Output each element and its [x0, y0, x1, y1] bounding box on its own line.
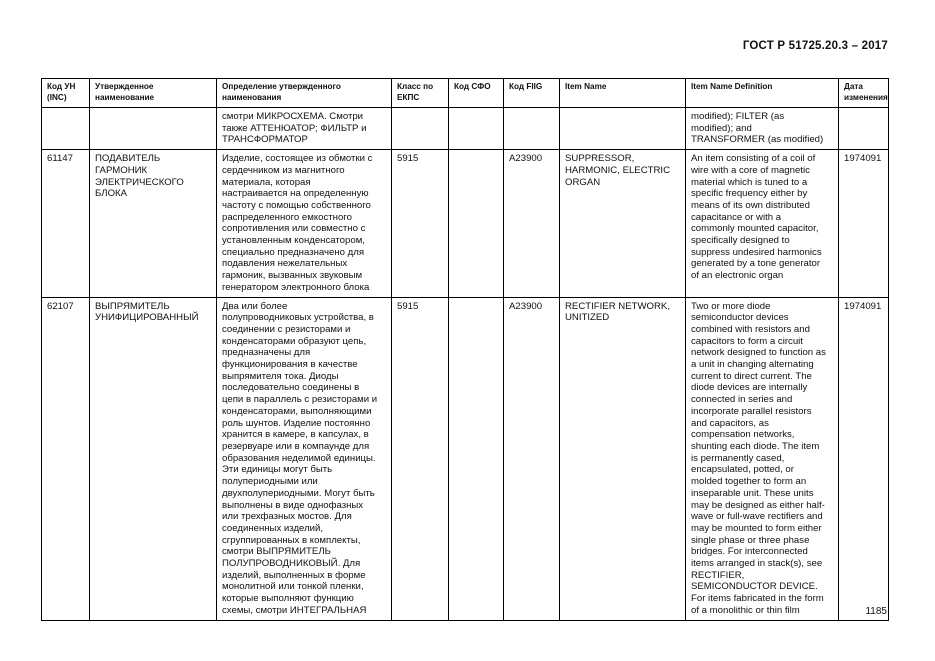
table-row	[42, 297, 889, 620]
cell-definition: Два или более полупроводниковых устройства, в соединении с резисторами и конденсаторами образуют цепь, предназначены для функционирования в качестве выпрямителя тока. Диоды последовательно соединены в цепи в параллель с резисторами и конденсаторами, выполняющими роль шунтов. Изделие постоянно хранится в камере, в капсулах, в резервуаре или в компаунде для образования неделимой единицы. Эти единицы могут быть полупериодными или двухполупериодными. Могут быть выполнены в виде однофазных или трехфазных мостов. Для соединенных изделий, сгруппированных в комплекты, смотри ВЫПРЯМИТЕЛЬ ПОЛУПРОВОДНИКОВЫЙ. Для изделий, выполненных в форме монолитной или тонкой пленки, которые выполняют функцию схемы, смотри ИНТЕГРАЛЬНАЯ	[217, 297, 392, 620]
cell-inc	[42, 108, 90, 150]
cell-class	[392, 108, 449, 150]
col-header-change-date: Дата изменения	[839, 79, 889, 108]
cell-definition: Изделие, состоящее из обмотки с сердечником из магнитного материала, которая настраивается на определенную частоту с помощью собственного распределенного емкостного сопротивления или совместно с установленным конденсатором, специально предназначено для подавления нежелательных гармоник, вызванных звуковым генератором электронного блока	[217, 150, 392, 297]
col-header-item-definition: Item Name Definition	[686, 79, 839, 108]
cell-sfo	[449, 108, 504, 150]
cell-inc: 62107	[42, 297, 90, 620]
col-header-inc: Код УН (INC)	[42, 79, 90, 108]
document-code: ГОСТ Р 51725.20.3 – 2017	[742, 40, 888, 52]
cell-approved-name: ВЫПРЯМИТЕЛЬ УНИФИЦИРОВАННЫЙ	[90, 297, 217, 620]
table-header-row	[42, 79, 889, 108]
cell-sfo	[449, 150, 504, 297]
cell-fiig: A23900	[504, 150, 560, 297]
cell-item-definition: modified); FILTER (as modified); and TRANSFORMER (as modified)	[686, 108, 839, 150]
cell-item-definition: An item consisting of a coil of wire with a core of magnetic material which is tuned to a specific frequency either by means of its own distributed capacitance or with a commonly mounted capacitor, specifically designed to suppress undesired harmonics generated by a tone generator of an electronic organ	[686, 150, 839, 297]
cell-fiig	[504, 108, 560, 150]
col-header-approved-name: Утвержденное наименование	[90, 79, 217, 108]
cell-item-name	[560, 108, 686, 150]
cell-item-definition: Two or more diode semiconductor devices combined with resistors and capacitors to form a circuit network designed to function as a unit in changing alternating current to direct current. The diode devices are internally connected in series and incorporate parallel resistors and capacitors, as compensation networks, shunting each diode. The item is permanently cased, encapsulated, potted, or molded together to form an inseparable unit. These units may be designed as either half- wave or full-wave rectifiers and may be mounted to form either single phase or three phase bridges. For interconnected items arranged in stack(s), see RECTIFIER, SEMICONDUCTOR DEVICE. For items fabricated in the form of a monolithic or thin film	[686, 297, 839, 620]
cell-inc: 61147	[42, 150, 90, 297]
cell-item-name: RECTIFIER NETWORK, UNITIZED	[560, 297, 686, 620]
cell-change-date: 1974091	[839, 297, 889, 620]
col-header-item-name: Item Name	[560, 79, 686, 108]
cell-sfo	[449, 297, 504, 620]
cell-change-date: 1974091	[839, 150, 889, 297]
col-header-sfo: Код СФО	[449, 79, 504, 108]
cell-change-date	[839, 108, 889, 150]
cell-approved-name: ПОДАВИТЕЛЬ ГАРМОНИК ЭЛЕКТРИЧЕСКОГО БЛОКА	[90, 150, 217, 297]
cell-class: 5915	[392, 297, 449, 620]
table-row	[42, 150, 889, 297]
item-names-table	[41, 78, 889, 621]
page-number: 1185	[865, 606, 887, 617]
col-header-fiig: Код FIIG	[504, 79, 560, 108]
cell-definition: смотри МИКРОСХЕМА. Смотри также АТТЕНЮАТОР; ФИЛЬТР и ТРАНСФОРМАТОР	[217, 108, 392, 150]
cell-item-name: SUPPRESSOR, HARMONIC, ELECTRIC ORGAN	[560, 150, 686, 297]
col-header-class: Класс по ЕКПС	[392, 79, 449, 108]
col-header-definition: Определение утвержденного наименования	[217, 79, 392, 108]
table-row	[42, 108, 889, 150]
cell-approved-name	[90, 108, 217, 150]
cell-fiig: A23900	[504, 297, 560, 620]
cell-class: 5915	[392, 150, 449, 297]
